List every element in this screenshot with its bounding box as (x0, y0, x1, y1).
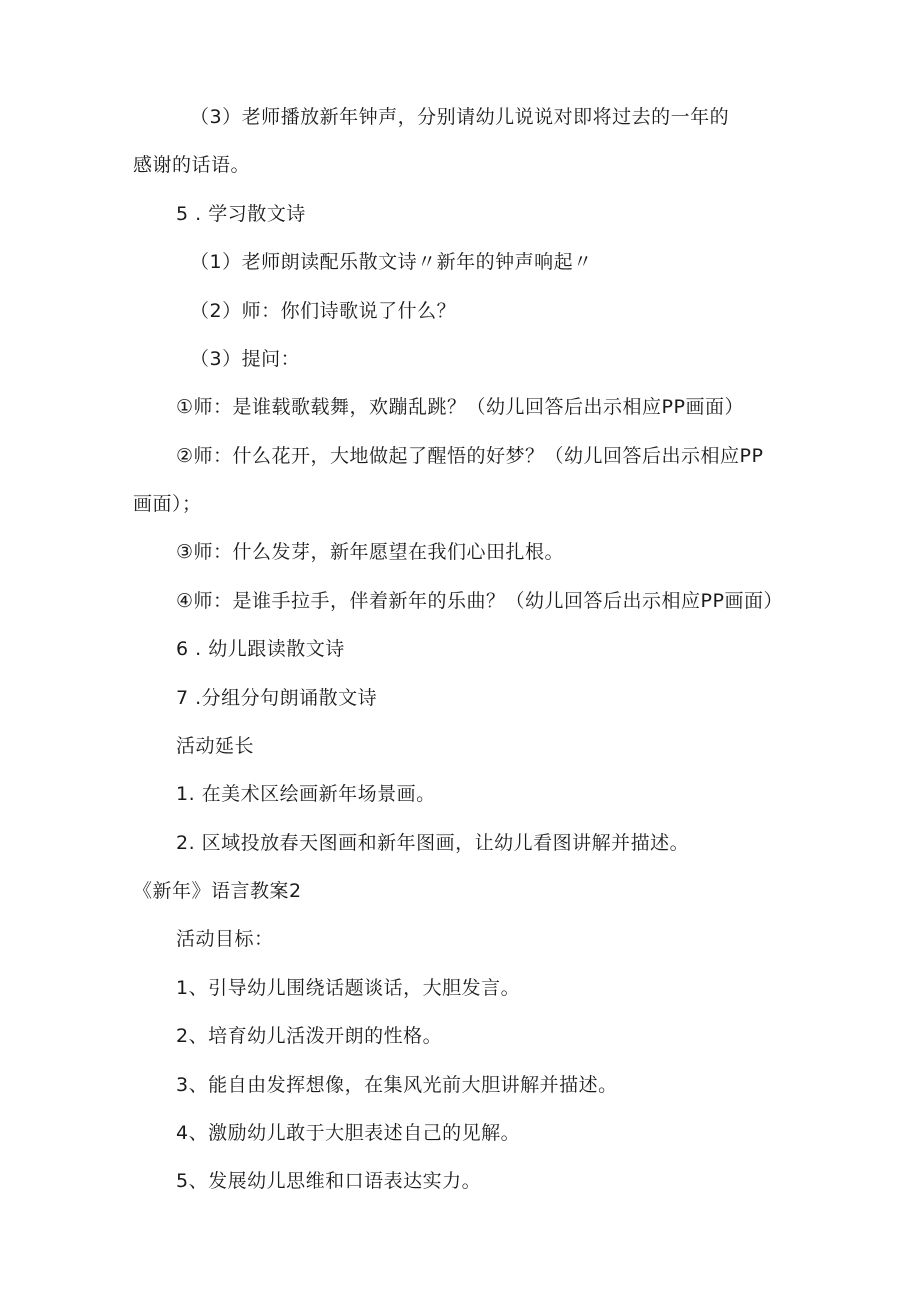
text-line: （3）提问： (190, 348, 301, 370)
section-heading: 7 .分组分句朗诵散文诗 (176, 687, 378, 709)
text-line: 画面）； (133, 493, 202, 515)
section-heading: 5 . 学习散文诗 (176, 203, 306, 225)
section-heading: 活动目标： (176, 928, 274, 950)
document-title: 《新年》语言教案2 (133, 880, 302, 902)
text-line: （3）老师播放新年钟声，分别请幼儿说说对即将过去的一年的 (190, 106, 730, 128)
section-heading: 活动延长 (176, 735, 255, 757)
text-line: 1、引导幼儿围绕话题谈话，大胆发言。 (176, 977, 521, 999)
text-line: ③师：什么发芽，新年愿望在我们心田扎根。 (176, 541, 565, 563)
text-line: 2、培育幼儿活泼开朗的性格。 (176, 1025, 443, 1047)
text-line: （1）老师朗读配乐散文诗〃新年的钟声响起〃 (190, 251, 593, 273)
text-line: ①师：是谁载歌载舞，欢蹦乱跳？（幼儿回答后出示相应PP画面） (176, 396, 744, 418)
text-line: 5、发展幼儿思维和口语表达实力。 (176, 1170, 482, 1192)
text-line: ④师：是谁手拉手，伴着新年的乐曲？（幼儿回答后出示相应PP画面） (176, 590, 783, 612)
text-line: 感谢的话语。 (133, 154, 251, 176)
text-line: 2. 区域投放春天图画和新年图画，让幼儿看图讲解并描述。 (176, 832, 690, 854)
section-heading: 6 . 幼儿跟读散文诗 (176, 638, 345, 660)
text-line: 3、能自由发挥想像，在集风光前大胆讲解并描述。 (176, 1074, 618, 1096)
text-line: 4、激励幼儿敢于大胆表述自己的见解。 (176, 1122, 521, 1144)
text-line: （2）师：你们诗歌说了什么？ (190, 300, 457, 322)
text-line: 1. 在美术区绘画新年场景画。 (176, 783, 436, 805)
text-line: ②师：什么花开，大地做起了醒悟的好梦？（幼儿回答后出示相应PP (176, 445, 764, 467)
